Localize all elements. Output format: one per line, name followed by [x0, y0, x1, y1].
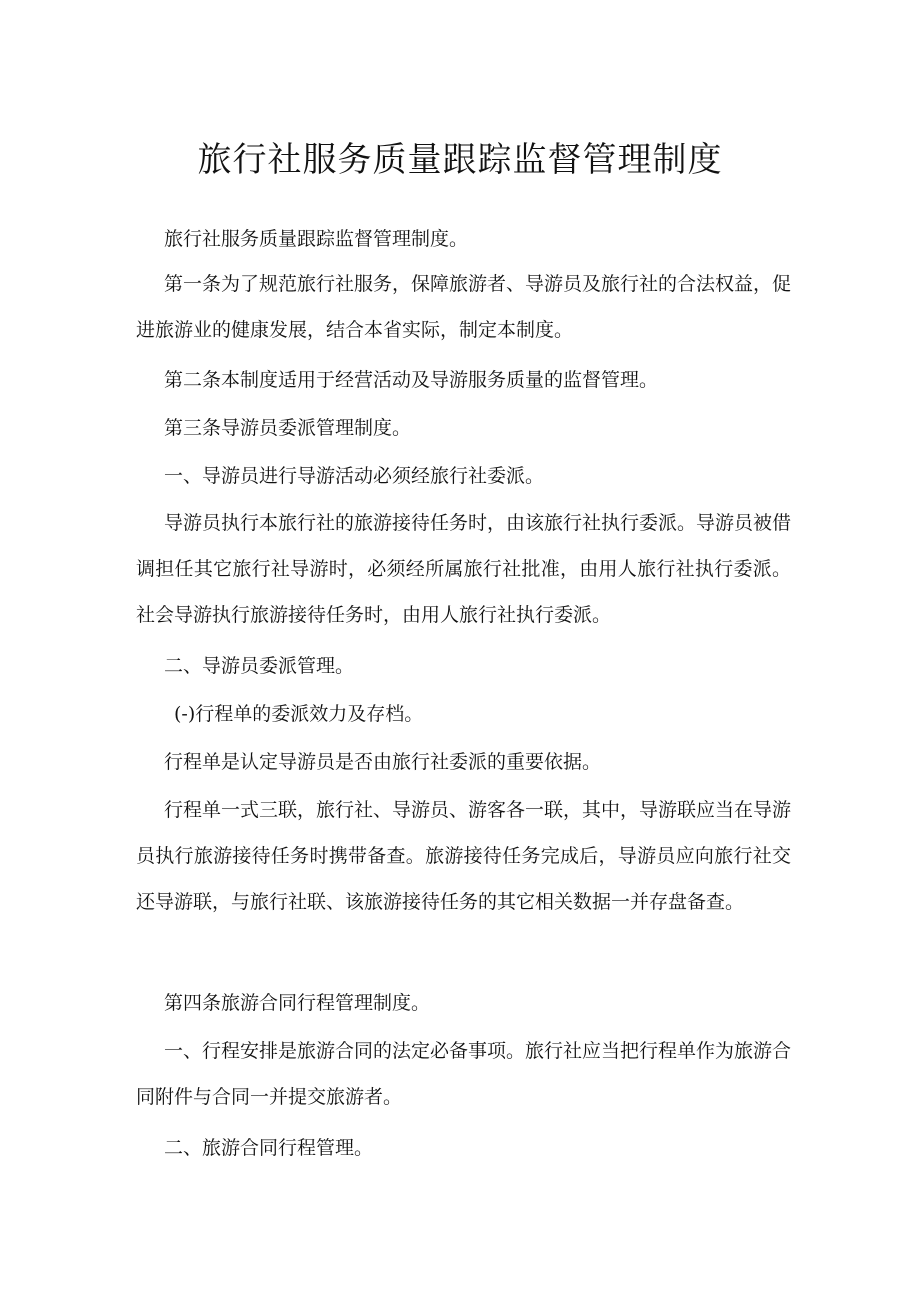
paragraph-article-4: 第四条旅游合同行程管理制度。	[164, 992, 431, 1014]
paragraph-article-1: 第一条为了规范旅行社服务，保障旅游者、导游员及旅行社的合法权益，促进旅游业的健康发展，结合本省实际，制定本制度。	[136, 273, 792, 341]
document-title: 旅行社服务质量跟踪监督管理制度	[197, 140, 723, 180]
paragraph-article-3: 第三条导游员委派管理制度。	[164, 417, 412, 439]
paragraph-dispatch-rules: 导游员执行本旅行社的旅游接待任务时，由该旅行社执行委派。导游员被借调担任其它旅行社导游时，必须经所属旅行社批准，由用人旅行社执行委派。社会导游执行旅游接待任务时，由用人旅行社执行委派。	[136, 512, 792, 626]
paragraph-contract-item-2: 二、旅游合同行程管理。	[164, 1137, 374, 1159]
paragraph-intro: 旅行社服务质量跟踪监督管理制度。	[164, 228, 469, 250]
paragraph-item-2: 二、导游员委派管理。	[164, 655, 355, 677]
paragraph-itinerary-basis: 行程单是认定导游员是否由旅行社委派的重要依据。	[164, 751, 602, 773]
paragraph-article-2: 第二条本制度适用于经营活动及导游服务质量的监督管理。	[164, 369, 659, 391]
paragraph-item-1: 一、导游员进行导游活动必须经旅行社委派。	[164, 465, 545, 487]
paragraph-subitem-1: (-)行程单的委派效力及存档。	[174, 703, 424, 725]
paragraph-contract-item-1: 一、行程安排是旅游合同的法定必备事项。旅行社应当把行程单作为旅游合同附件与合同一并提交旅游者。	[136, 1040, 792, 1108]
paragraph-itinerary-copies: 行程单一式三联，旅行社、导游员、游客各一联，其中，导游联应当在导游员执行旅游接待任务时携带备查。旅游接待任务完成后，导游员应向旅行社交还导游联，与旅行社联、该旅游接待任务的其它相关数据一并存盘备查。	[136, 799, 792, 913]
